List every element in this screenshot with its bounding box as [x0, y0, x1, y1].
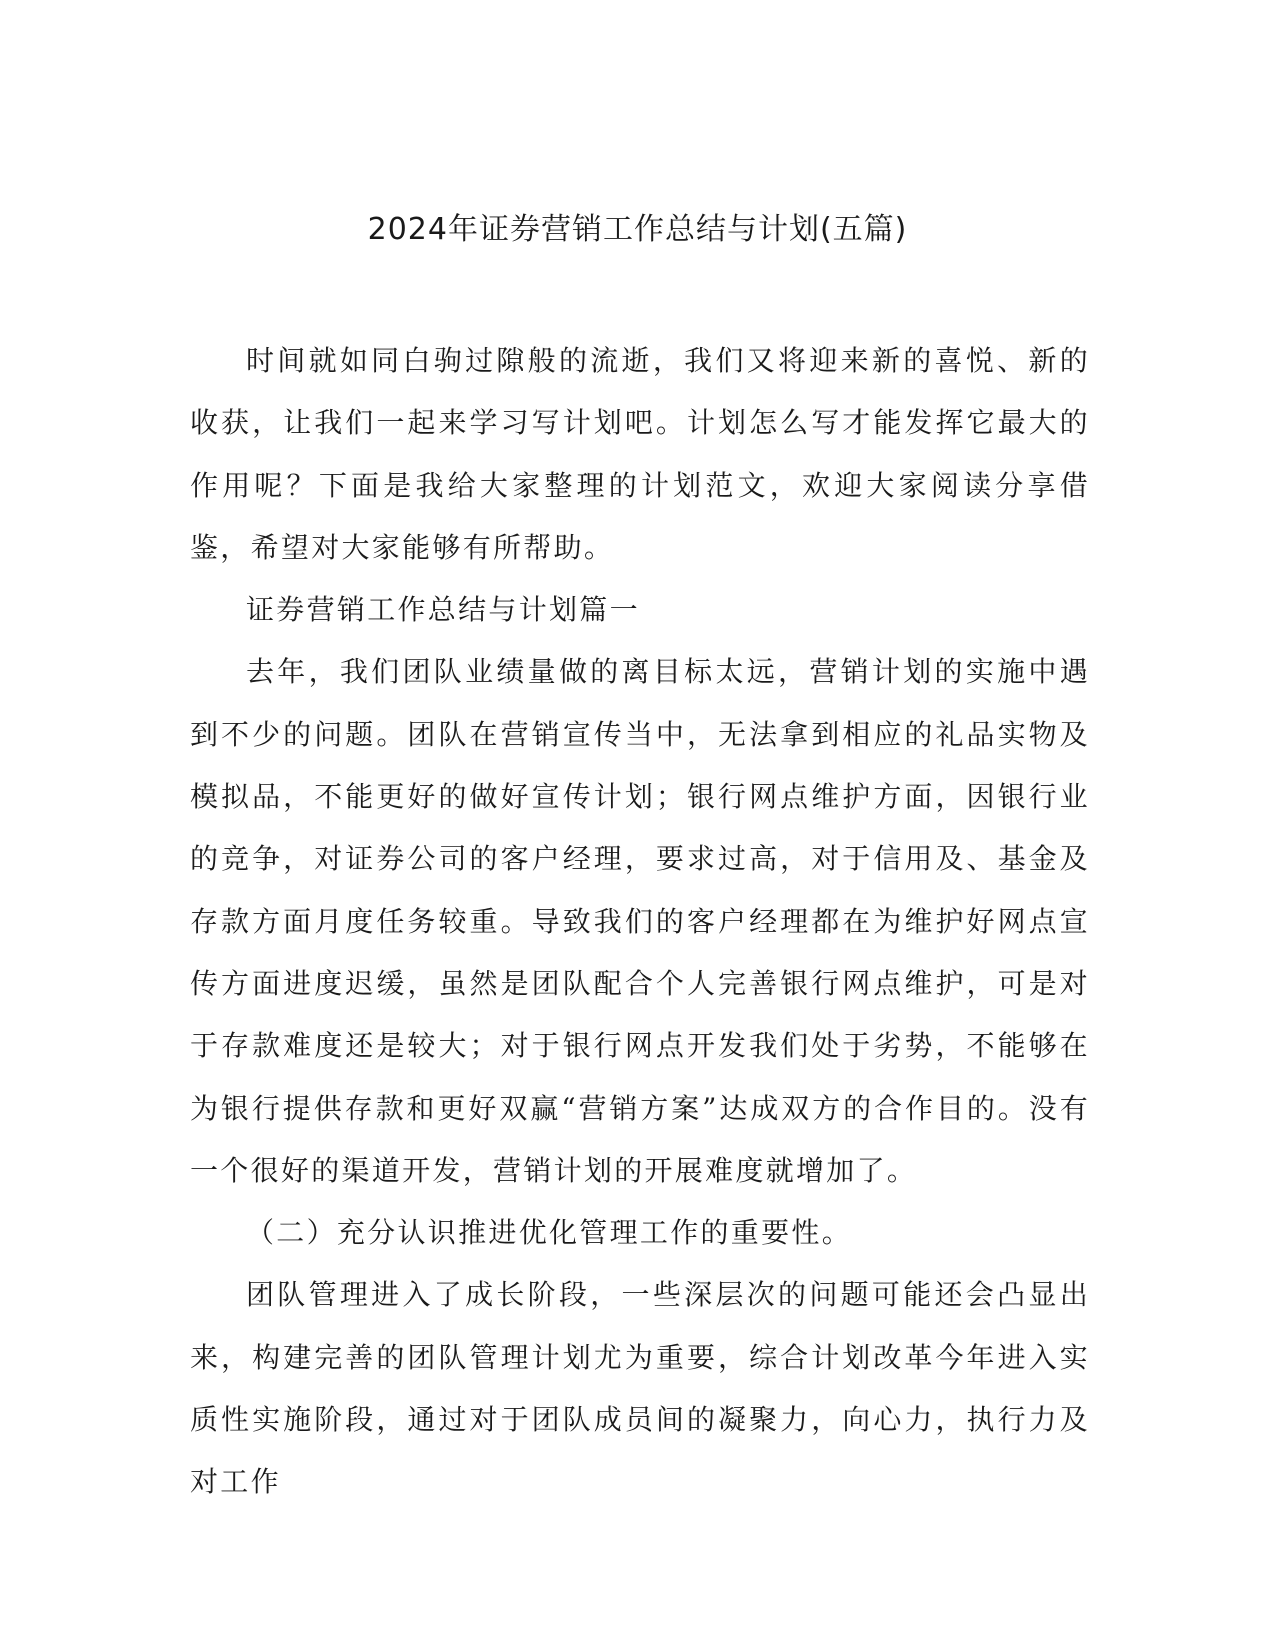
- document-title: 2024年证券营销工作总结与计划(五篇): [367, 212, 908, 247]
- intro-paragraph: 时间就如同白驹过隙般的流逝，我们又将迎来新的喜悦、新的收获，让我们一起来学习写计划吧。计划怎么写才能发挥它最大的作用呢？下面是我给大家整理的计划范文，欢迎大家阅读分享借鉴，希望对大家能够有所帮助。: [190, 344, 1090, 564]
- subsection-heading: （二）充分认识推进优化管理工作的重要性。: [246, 1216, 853, 1250]
- body-paragraph: 团队管理进入了成长阶段，一些深层次的问题可能还会凸显出来，构建完善的团队管理计划尤为重要，综合计划改革今年进入实质性实施阶段，通过对于团队成员间的凝聚力，向心力，执行力及对工作: [190, 1278, 1090, 1499]
- document-body: [190, 330, 1090, 1514]
- body-paragraph: 去年，我们团队业绩量做的离目标太远，营销计划的实施中遇到不少的问题。团队在营销宣传当中，无法拿到相应的礼品实物及模拟品，不能更好的做好宣传计划；银行网点维护方面，因银行业的竞争，对证券公司的客户经理，要求过高，对于信用及、基金及存款方面月度任务较重。导致我们的客户经理都在为维护好网点宣传方面进度迟缓，虽然是团队配合个人完善银行网点维护，可是对于存款难度还是较大；对于银行网点开发我们处于劣势，不能够在为银行提供存款和更好双赢“营销方案”达成双方的合作目的。没有一个很好的渠道开发，营销计划的开展难度就增加了。: [190, 655, 1090, 1187]
- section-heading: 证券营销工作总结与计划篇一: [246, 593, 640, 627]
